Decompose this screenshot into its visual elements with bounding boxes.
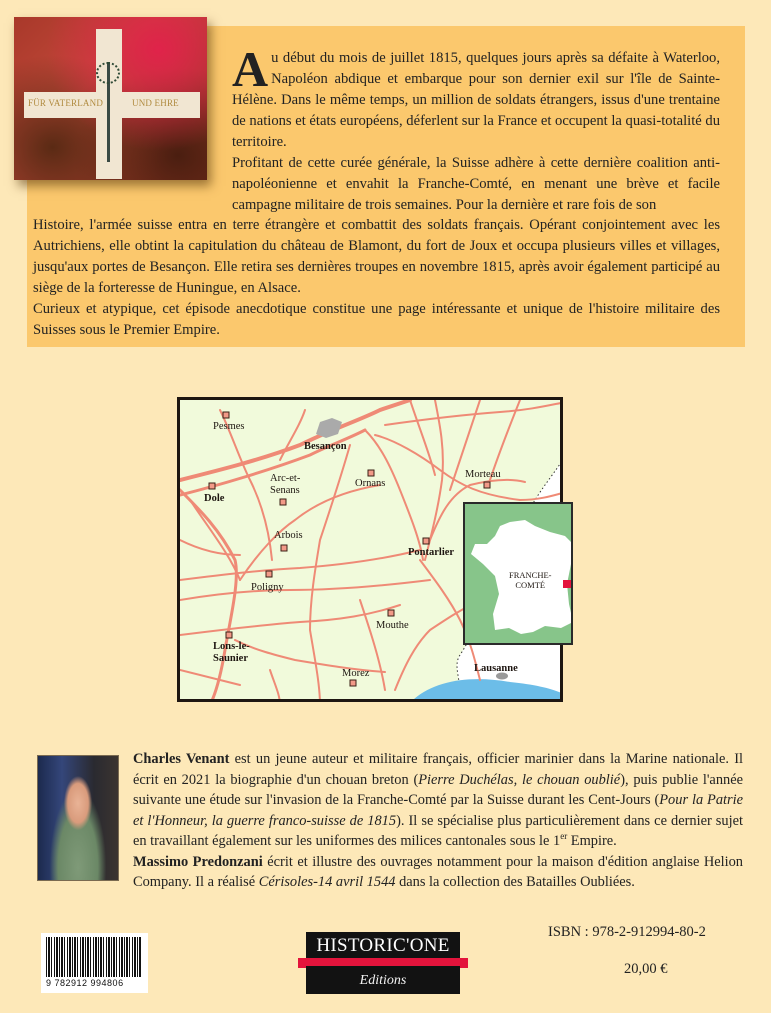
author-photo [37,755,119,881]
inset-label-line2: COMTÉ [515,580,546,590]
publisher-name: HISTORIC'ONE [306,932,460,960]
barcode-bars [46,937,142,977]
town-label: Ornans [355,478,386,489]
town-label: Morteau [465,469,501,480]
town-marker-pontarlier [423,538,429,544]
town-marker-poligny [266,571,272,577]
swiss-flag-image [14,17,207,180]
book-title: Cérisoles-14 avril 1544 [258,874,396,890]
town-label: Saunier [213,653,249,664]
publisher-sub: Editions [306,966,460,994]
author-name-2: Massimo Predonzani [133,853,263,870]
superscript: er [560,831,568,842]
bio-text: Empire. [567,833,617,849]
town-marker-morteau [484,482,490,488]
intro-paragraph-1: u début du mois de juillet 1815, quelques jours après sa défaite à Waterloo, Napoléon abdique et embarque pour son dernier exil sur l'île de Sainte-Hélène. Dans le même temps, un million de soldats étrangers, issus d'une trentaine de nations et états européens, déferlent sur la France et occupent la quasi-totalité du territoire. [232,50,720,150]
town-label: Pesmes [213,421,245,432]
town-label: Arc-et- [270,473,301,484]
isbn: ISBN : 978-2-912994-80-2 [548,924,706,940]
town-label: Arbois [274,530,303,541]
barcode-digits: 9 782912 994806 [46,978,124,988]
town-marker-arc-et-senans [280,499,286,505]
town-marker-arbois [281,545,287,551]
town-marker-lons-le-saunier [226,632,232,638]
author-bio [133,749,743,893]
book-title: Pierre Duchélas, le chouan oublié [418,771,621,788]
barcode [41,933,148,993]
town-marker-mouthe [388,610,394,616]
town-label: Besançon [304,441,347,452]
intro-text-bottom [33,215,720,341]
besancon-urban-area [316,418,342,438]
bio-text: écrit et illustre des ouvrages notamment pour la maison d'édition anglaise Helion Company. Il a réalisé [133,853,743,890]
flag-motto-right: UND EHRE [132,98,179,108]
intro-paragraph-2-start: Profitant de cette curée générale, la Suisse adhère à cette dernière coalition anti-napoléonienne et envahit la Franche-Comté, en menant une brève et facile campagne militaire de trois semaines. Pour la dernière et rare fois de son [232,155,720,213]
town-label: Senans [270,485,300,496]
town-label: Pontarlier [408,547,455,558]
book-title: Pour la Patrie et l'Honneur, la guerre franco-suisse de 1815 [133,792,743,829]
france-inset-map [463,502,573,645]
bio-text: ), puis publie l'année suivante une étude sur l'invasion de la Franche-Comté par la Suisse durant les Cent-Jours ( [133,771,743,808]
price: 20,00 € [624,961,668,977]
town-marker-pesmes [223,412,229,418]
town-label: Dole [204,493,225,504]
inset-label [509,570,552,590]
bio-text: ). Il se spécialise plus particulièrement dans ce dernier sujet en travaillant également sur les uniformes des milices cantonales sous le 1 [133,812,743,849]
intro-paragraph-3: Curieux et atypique, cet épisode anecdotique constitue une page intéressante et unique de l'histoire militaire des Suisses sous le Premier Empire. [33,301,720,338]
town-label: Poligny [251,582,284,593]
intro-text-top [232,41,720,216]
town-marker-dole [209,483,215,489]
publisher-logo [306,932,460,994]
author-name-1: Charles Venant [133,751,230,767]
flag-motto-left: FÜR VATERLAND [28,98,104,108]
town-label: Morez [342,668,370,679]
town-label: Lons-le- [213,641,250,652]
town-marker-morez [350,680,356,686]
franche-comte-highlight [563,580,571,588]
inset-label-line1: FRANCHE- [509,570,552,580]
town-label: Mouthe [376,620,409,631]
bio-text: dans la collection des Batailles Oubliées. [395,874,635,890]
drop-cap: A [232,41,269,97]
wreath-icon [96,62,120,84]
town-marker-ornans [368,470,374,476]
intro-paragraph-2-rest: Histoire, l'armée suisse entra en terre étrangère et combattit des soldats français. Opérant conjointement avec les Autrichiens, elle obtint la capitulation du château de Blamont, du fort de Joux et occupa plusieurs villes et villages, jusqu'aux portes de Besançon. Elle retira ses dernières troupes en novembre 1815, après avoir également participé au siège de la forteresse de Huningue, en Alsace. [33,217,720,296]
bio-text: est un jeune auteur et militaire français, officier marinier dans la Marine nationale. Il écrit en 2021 la biographie d'un chouan breton ( [133,751,743,788]
town-label-lausanne: Lausanne [474,663,518,674]
